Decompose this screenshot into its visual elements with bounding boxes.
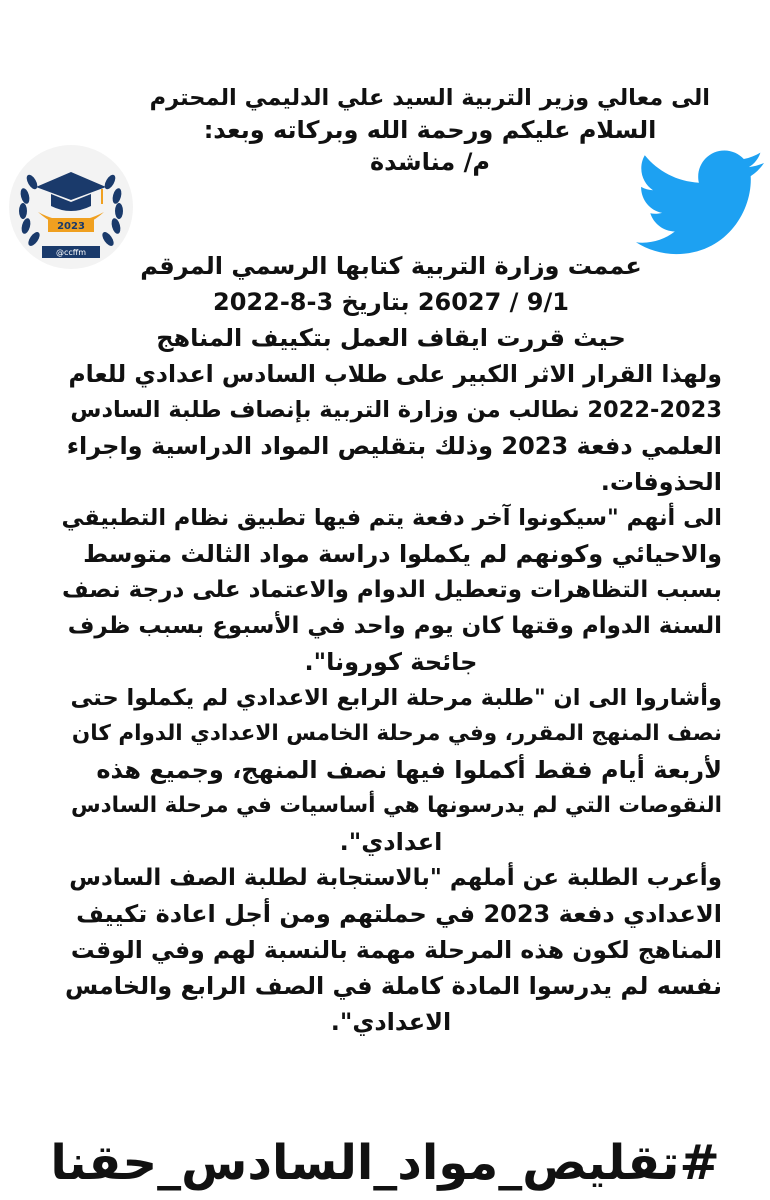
body-line: السنة الدوام وقتها كان يوم واحد في الأسبوع بسبب ظرف: [67, 613, 722, 639]
body-line: الحذوفات.: [600, 468, 722, 496]
body-line: والاحيائي وكونهم لم يكملوا دراسة مواد الثالث متوسط: [83, 540, 722, 568]
body-line: العلمي دفعة 2023 وذلك بتقليص المواد الدراسية واجراء: [66, 432, 722, 460]
logo-year: 2023: [57, 221, 85, 232]
letter-header: [150, 82, 710, 178]
body-line: 9/1 / 26027 بتاريخ 3-8-2022: [213, 288, 569, 316]
body-line: حيث قررت ايقاف العمل بتكييف المناهج: [156, 324, 626, 352]
body-line: الاعدادي دفعة 2023 في حملتهم ومن أجل اعادة تكييف: [76, 900, 722, 928]
body-line: الى أنهم "سيكونوا آخر دفعة يتم فيها تطبيق نظام التطبيقي: [61, 505, 722, 531]
greeting-line: السلام عليكم ورحمة الله وبركاته وبعد:: [203, 116, 657, 144]
logo-caption: @ccffm: [55, 248, 87, 257]
body-line: جائحة كورونا".: [304, 648, 478, 676]
body-line: وأعرب الطلبة عن أملهم "بالاستجابة لطلبة الصف السادس: [69, 865, 722, 891]
body-line: عممت وزارة التربية كتابها الرسمي المرقم: [140, 252, 642, 280]
body-line: وأشاروا الى ان "طلبة مرحلة الرابع الاعدادي لم يكملوا حتى: [70, 685, 722, 711]
body-line: نفسه لم يدرسوا المادة كاملة في الصف الرابع والخامس: [64, 972, 722, 1000]
body-line: المناهج لكون هذه المرحلة مهمة بالنسبة لهم وفي الوقت: [70, 936, 722, 964]
body-line: الاعدادي".: [330, 1008, 452, 1036]
body-line: اعدادي".: [339, 828, 443, 856]
hashtag-title: #تقليص_مواد_السادس_حقنا: [50, 1135, 720, 1191]
subject-line: م/ مناشدة: [369, 148, 490, 176]
body-line: نصف المنهج المقرر، وفي مرحلة الخامس الاعدادي الدوام كان: [71, 721, 722, 746]
letter-body: [60, 248, 722, 1040]
twitter-bird-icon: [636, 150, 766, 258]
body-line: 2022-2023 نطالب من وزارة التربية بإنصاف طلبة السادس: [70, 397, 722, 423]
body-line: النقوصات التي لم يدرسونها هي أساسيات في مرحلة السادس: [70, 793, 722, 818]
body-line: لأربعة أيام فقط أكملوا فيها نصف المنهج، وجميع هذه: [96, 756, 722, 784]
body-line: بسبب التظاهرات وتعطيل الدوام والاعتماد على درجة نصف: [61, 577, 722, 603]
body-line: ولهذا القرار الاثر الكبير على طلاب السادس اعدادي للعام: [68, 360, 722, 388]
recipient-line: الى معالي وزير التربية السيد علي الدليمي المحترم: [149, 85, 710, 111]
